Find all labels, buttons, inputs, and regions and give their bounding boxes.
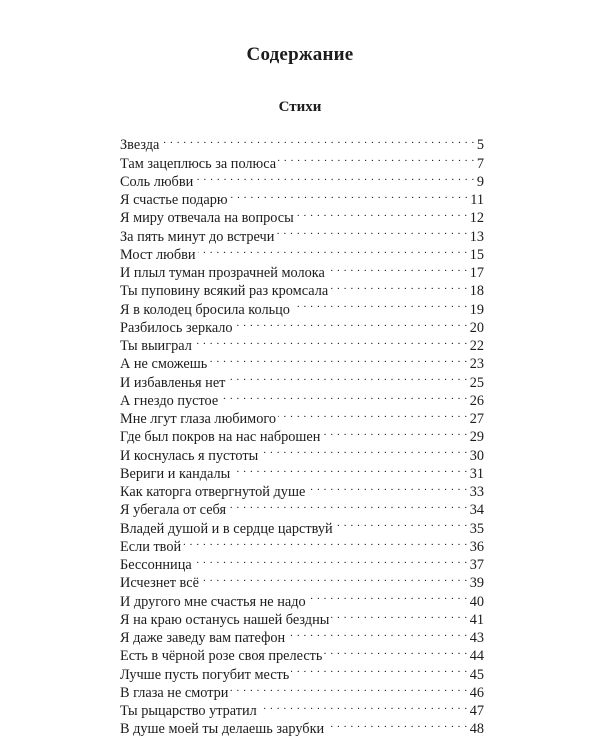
toc-entry-page-number: 19 xyxy=(469,301,484,318)
toc-entry-page-number: 39 xyxy=(469,575,484,592)
dot-leader xyxy=(292,295,468,313)
toc-entry-title: В глаза не смотри xyxy=(120,684,229,701)
page-title: Содержание xyxy=(246,44,354,65)
toc-entry-title: И другого мне счастья не надо xyxy=(120,593,306,610)
toc-entry-page-number: 17 xyxy=(469,265,484,281)
toc-entry-title: Бессонница xyxy=(120,557,192,573)
toc-entry-title: Исчезнет всё xyxy=(120,575,199,592)
toc-entry-page-number: 30 xyxy=(469,447,484,464)
dot-leader xyxy=(278,405,468,423)
dot-leader xyxy=(194,332,468,350)
toc-entry-page-number: 41 xyxy=(469,611,484,628)
toc-entry-title: За пять минут до встречи xyxy=(120,228,275,245)
toc-entry-title: А не сможешь xyxy=(120,356,208,373)
toc-entry-page-number: 33 xyxy=(469,484,484,500)
toc-entry xyxy=(120,149,484,172)
table-of-contents xyxy=(120,131,484,738)
dot-leader xyxy=(201,569,468,587)
toc-entry-page-number: 29 xyxy=(469,429,484,446)
dot-leader xyxy=(326,715,468,733)
toc-entry-page-number: 7 xyxy=(476,155,484,172)
dot-leader xyxy=(307,478,467,496)
dot-leader xyxy=(331,606,467,624)
toc-entry-title: Я миру отвечала на вопросы xyxy=(120,210,294,227)
toc-entry-page-number: 20 xyxy=(469,319,484,336)
toc-entry-page-number: 43 xyxy=(469,630,484,646)
toc-entry-title: Мост любви xyxy=(120,246,196,263)
toc-entry-title: Мне лгут глаза любимого xyxy=(120,411,277,427)
toc-entry-title: Как каторга отвергнутой душе xyxy=(120,484,306,500)
dot-leader xyxy=(296,204,468,222)
toc-entry-page-number: 26 xyxy=(469,392,484,409)
toc-entry-title: Вериги и кандалы xyxy=(120,465,231,482)
dot-leader xyxy=(322,423,467,441)
dot-leader xyxy=(183,533,468,551)
dot-leader xyxy=(278,149,475,167)
dot-leader xyxy=(230,679,467,697)
toc-entry-page-number: 25 xyxy=(469,374,484,391)
toc-entry-title: Соль любви xyxy=(120,173,194,190)
toc-entry-title: Есть в чёрной розе своя прелесть xyxy=(120,648,323,665)
toc-entry-page-number: 9 xyxy=(476,173,484,190)
toc-entry-page-number: 45 xyxy=(469,666,484,683)
toc-entry-page-number: 31 xyxy=(469,465,484,482)
dot-leader xyxy=(194,551,468,569)
toc-entry-page-number: 22 xyxy=(469,338,484,354)
toc-entry-title: Лучше пусть погубит месть xyxy=(120,666,290,683)
dot-leader xyxy=(220,387,468,405)
toc-entry-title: Там зацеплюсь за полюса xyxy=(120,155,277,172)
dot-leader xyxy=(330,277,468,295)
section-title: Стихи xyxy=(278,99,322,115)
dot-leader xyxy=(291,660,467,678)
dot-leader xyxy=(198,241,468,259)
toc-entry-title: Я даже заведу вам патефон xyxy=(120,630,286,646)
toc-entry-title: Я убегала от себя xyxy=(120,502,227,519)
toc-entry-title: Разбилось зеркало xyxy=(120,319,233,336)
toc-entry-page-number: 48 xyxy=(469,721,484,738)
toc-entry-page-number: 23 xyxy=(469,356,484,373)
toc-entry-title: И коснулась я пустоты xyxy=(120,447,259,464)
toc-entry-page-number: 5 xyxy=(476,137,484,154)
dot-leader xyxy=(259,697,468,715)
toc-entry-title: Владей душой и в сердце царствуй xyxy=(120,520,333,537)
toc-entry-page-number: 37 xyxy=(469,557,484,573)
toc-entry-title: И плыл туман прозрачней молока xyxy=(120,265,325,281)
dot-leader xyxy=(232,460,467,478)
toc-entry-title: И избавленья нет xyxy=(120,374,226,391)
toc-entry-title: Я счастье подарю xyxy=(120,192,228,208)
toc-entry-title: В душе моей ты делаешь зарубки xyxy=(120,721,325,738)
dot-leader xyxy=(308,587,468,605)
toc-entry-title: Звезда xyxy=(120,137,160,154)
dot-leader xyxy=(327,259,468,277)
dot-leader xyxy=(287,624,468,642)
toc-entry-title: Ты пуповину всякий раз кромсала xyxy=(120,283,329,300)
dot-leader xyxy=(335,514,468,532)
toc-entry-title: Ты рыцарство утратил xyxy=(120,703,257,719)
dot-leader xyxy=(235,314,468,332)
toc-entry-title: Я на краю останусь нашей бездны xyxy=(120,611,330,628)
toc-entry-page-number: 12 xyxy=(469,210,484,227)
toc-entry-page-number: 11 xyxy=(470,192,484,208)
toc-entry xyxy=(120,131,484,154)
toc-entry-title: А гнездо пустое xyxy=(120,392,219,409)
dot-leader xyxy=(228,496,468,514)
toc-entry-page-number: 15 xyxy=(469,246,484,263)
dot-leader xyxy=(260,441,467,459)
dot-leader xyxy=(209,350,467,368)
toc-entry-page-number: 18 xyxy=(469,283,484,300)
toc-entry-title: Если твой xyxy=(120,538,182,555)
dot-leader xyxy=(161,131,474,149)
toc-entry-page-number: 35 xyxy=(469,520,484,537)
toc-entry-title: Ты выиграл xyxy=(120,338,192,354)
toc-entry-page-number: 46 xyxy=(469,684,484,701)
dot-leader xyxy=(227,368,467,386)
toc-entry-page-number: 34 xyxy=(469,502,484,519)
dot-leader xyxy=(276,222,467,240)
toc-entry-title: Я в колодец бросила кольцо xyxy=(120,301,290,318)
toc-entry-title: Где был покров на нас наброшен xyxy=(120,429,321,446)
toc-entry-page-number: 13 xyxy=(469,228,484,245)
toc-entry-page-number: 44 xyxy=(469,648,484,665)
toc-entry-page-number: 27 xyxy=(469,411,484,427)
toc-entry-page-number: 36 xyxy=(469,538,484,555)
dot-leader xyxy=(324,642,467,660)
dot-leader xyxy=(230,186,469,204)
toc-entry-page-number: 40 xyxy=(469,593,484,610)
toc-entry-page-number: 47 xyxy=(469,703,484,719)
dot-leader xyxy=(195,168,475,186)
